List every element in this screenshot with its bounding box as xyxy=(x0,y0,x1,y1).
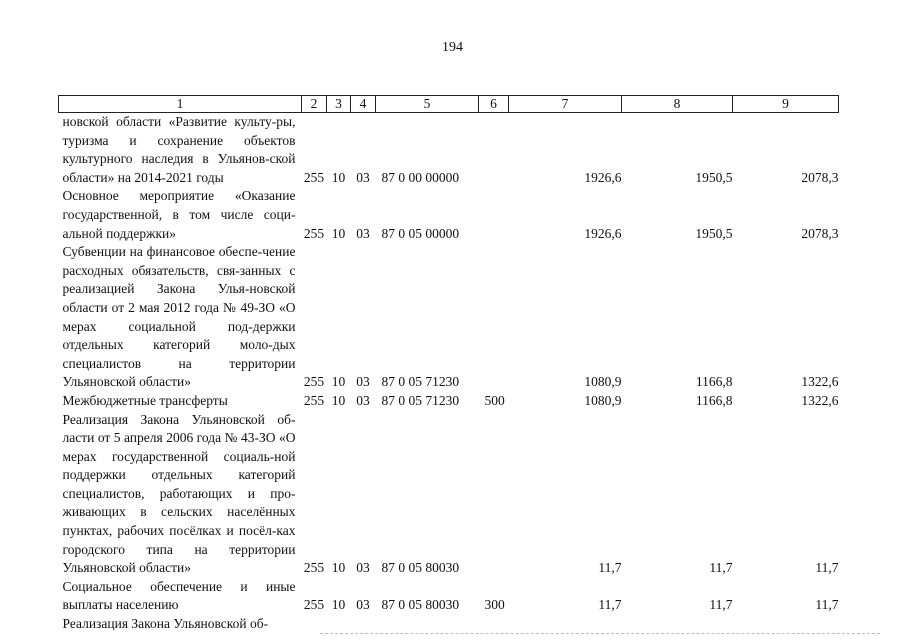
row-expense-type xyxy=(479,113,509,188)
row-amount-col7: 11,7 xyxy=(598,597,622,613)
row-name: Социальное обеспечение и иные выплаты населению xyxy=(62,578,296,613)
row-name: новской области «Развитие культу-ры, туризма и сохранение объектов культурного наследия в Ульянов-ской области» на 2014-2021 годы xyxy=(62,114,296,185)
row-subsection-code: 03 xyxy=(356,374,370,390)
row-amount-col9: 1322,6 xyxy=(801,374,839,390)
row-ministry-code: 255 xyxy=(303,560,325,576)
row-amount-col7: 1926,6 xyxy=(584,225,622,241)
row-amount-col9: 1322,6 xyxy=(801,392,839,408)
row-amount-col7: 11,7 xyxy=(598,560,622,576)
header-col-4: 4 xyxy=(351,96,376,113)
row-expense-type: 500 xyxy=(484,392,505,408)
header-col-8: 8 xyxy=(622,96,733,113)
row-amount-col9: 11,7 xyxy=(815,597,839,613)
row-expense-type xyxy=(479,187,509,243)
row-subsection-code: 03 xyxy=(356,560,370,576)
row-name: Субвенции на финансовое обеспе-чение расходных обязательств, свя-занных с реализацией Закона Улья-новской области от 2 мая 2012 года № 49-ЗО «О мерах социальной под-держки отдельных категорий моло-дых специалистов на территории Ульяновской области» xyxy=(62,244,296,390)
header-col-6: 6 xyxy=(479,96,509,113)
row-amount-col8: 11,7 xyxy=(709,597,733,613)
header-row xyxy=(59,96,839,113)
row-subsection-code xyxy=(351,615,376,634)
table-row xyxy=(59,411,839,578)
row-ministry-code: 255 xyxy=(303,225,325,241)
row-ministry-code: 255 xyxy=(303,169,325,185)
row-amount-col9 xyxy=(733,615,839,634)
row-amount-col8: 11,7 xyxy=(709,560,733,576)
table-row xyxy=(59,615,839,634)
row-amount-col7: 1080,9 xyxy=(584,392,622,408)
row-amount-col8: 1166,8 xyxy=(695,374,733,390)
page-number: 194 xyxy=(442,40,463,55)
row-expense-type xyxy=(479,411,509,578)
row-amount-col7: 1080,9 xyxy=(584,374,622,390)
table-row xyxy=(59,187,839,243)
row-amount-col7: 1926,6 xyxy=(584,169,622,185)
row-target-article xyxy=(376,615,479,634)
row-amount-col8 xyxy=(622,615,733,634)
row-name: Основное мероприятие «Оказание государственной, в том числе соци-альной поддержки» xyxy=(62,188,296,241)
row-subsection-code: 03 xyxy=(356,169,370,185)
row-amount-col8: 1950,5 xyxy=(695,169,733,185)
row-target-article: 87 0 05 80030 xyxy=(381,597,460,613)
row-section-code: 10 xyxy=(331,392,346,408)
row-amount-col9: 11,7 xyxy=(815,560,839,576)
row-amount-col9: 2078,3 xyxy=(801,169,839,185)
table-row xyxy=(59,243,839,392)
row-name: Реализация Закона Ульяновской об- xyxy=(62,616,269,632)
header-col-3: 3 xyxy=(327,96,351,113)
row-name: Межбюджетные трансферты xyxy=(62,392,228,408)
row-ministry-code: 255 xyxy=(303,392,325,408)
row-expense-type: 300 xyxy=(484,597,505,613)
row-target-article: 87 0 05 71230 xyxy=(381,392,460,408)
row-section-code: 10 xyxy=(331,597,346,613)
row-target-article: 87 0 05 80030 xyxy=(381,560,460,576)
header-col-1: 1 xyxy=(59,96,302,113)
row-ministry-code xyxy=(302,615,327,634)
row-ministry-code: 255 xyxy=(303,597,325,613)
row-amount-col9: 2078,3 xyxy=(801,225,839,241)
budget-table xyxy=(58,95,839,634)
row-amount-col8: 1950,5 xyxy=(695,225,733,241)
row-expense-type xyxy=(479,615,509,634)
row-subsection-code: 03 xyxy=(356,225,370,241)
row-section-code: 10 xyxy=(331,169,346,185)
header-col-2: 2 xyxy=(302,96,327,113)
row-target-article: 87 0 00 00000 xyxy=(381,169,460,185)
row-section-code: 10 xyxy=(331,560,346,576)
row-ministry-code: 255 xyxy=(303,374,325,390)
header-col-7: 7 xyxy=(509,96,622,113)
table-row xyxy=(59,113,839,188)
row-amount-col7 xyxy=(509,615,622,634)
scan-edge-line xyxy=(320,633,880,634)
row-target-article: 87 0 05 71230 xyxy=(381,374,460,390)
row-amount-col8: 1166,8 xyxy=(695,392,733,408)
row-expense-type xyxy=(479,243,509,392)
row-name: Реализация Закона Ульяновской об-ласти от 5 апреля 2006 года № 43-ЗО «О мерах государственной социаль-ной поддержки отдельных категорий специалистов, работающих и про-живающих в сельских населённых пунктах, рабочих посёлках и посёл-ках городского типа на территории Ульяновской области» xyxy=(62,411,296,576)
header-col-5: 5 xyxy=(376,96,479,113)
row-target-article: 87 0 05 00000 xyxy=(381,225,460,241)
row-section-code xyxy=(327,615,351,634)
header-col-9: 9 xyxy=(733,96,839,113)
row-section-code: 10 xyxy=(331,374,346,390)
row-subsection-code: 03 xyxy=(356,392,370,408)
row-section-code: 10 xyxy=(331,225,346,241)
table-row xyxy=(59,578,839,615)
row-subsection-code: 03 xyxy=(356,597,370,613)
table-row xyxy=(59,392,839,411)
